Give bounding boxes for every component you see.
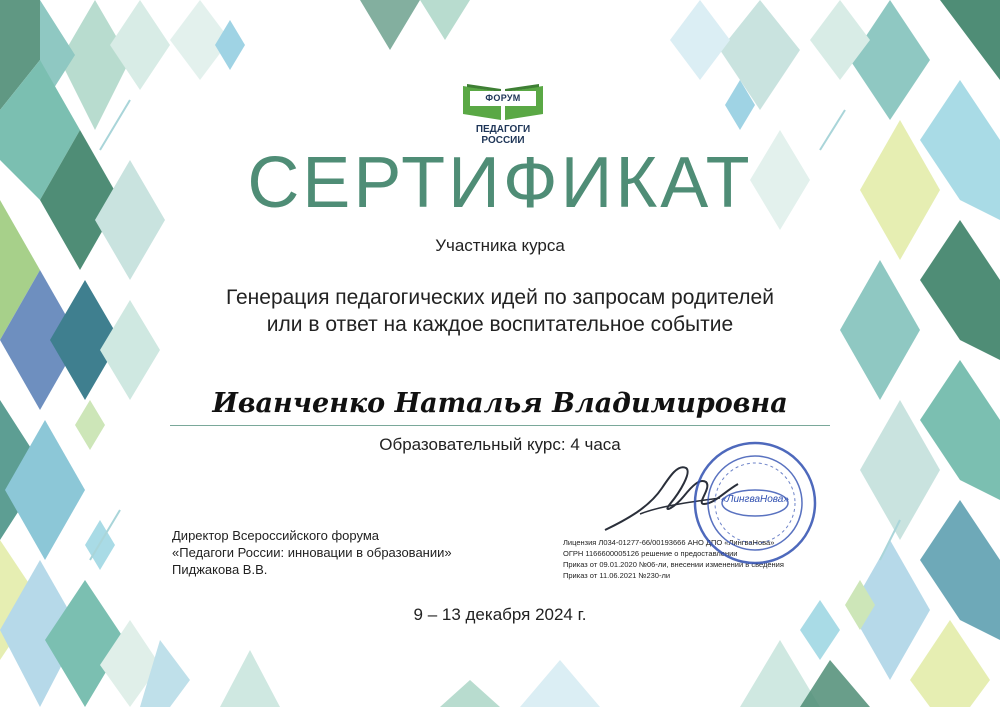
forum-logo: [455, 80, 551, 146]
license-line2: ОГРН 1166600005126 решение о предоставлении: [563, 549, 738, 558]
organization-stamp: [690, 438, 820, 568]
course-title-line2: или в ответ на каждое воспитательное событие: [266, 313, 734, 336]
certificate-subtitle: Участника курса: [435, 236, 565, 255]
director-title: Директор Всероссийского форума: [172, 528, 380, 543]
license-line4: Приказ от 11.06.2021 №230-ли: [563, 571, 671, 580]
participant-name: Иванченко Наталья Владимировна: [212, 388, 788, 419]
logo-bottom-text: ПЕДАГОГИ РОССИИ: [475, 124, 531, 146]
logo-top-text: ФОРУМ: [485, 93, 521, 103]
course-date: 9 – 13 декабря 2024 г.: [413, 605, 587, 624]
stamp-center-text: «ЛингваНова»: [721, 494, 789, 505]
director-forum-name: «Педагоги России: инновации в образовании»: [172, 545, 452, 560]
license-line1: Лицензия Л034-01277-66/00193666 АНО ДПО «ЛингваНова»: [563, 538, 775, 547]
course-hours: Образовательный курс: 4 часа: [379, 435, 621, 454]
director-name: Пиджакова В.В.: [172, 562, 268, 577]
certificate-title: СЕРТИФИКАТ: [247, 143, 753, 223]
course-title-line1: Генерация педагогических идей по запросам родителей: [226, 286, 774, 309]
name-underline: [170, 425, 830, 426]
license-line3: Приказ от 09.01.2020 №06-ли, внесении изменений в сведения: [563, 560, 784, 569]
